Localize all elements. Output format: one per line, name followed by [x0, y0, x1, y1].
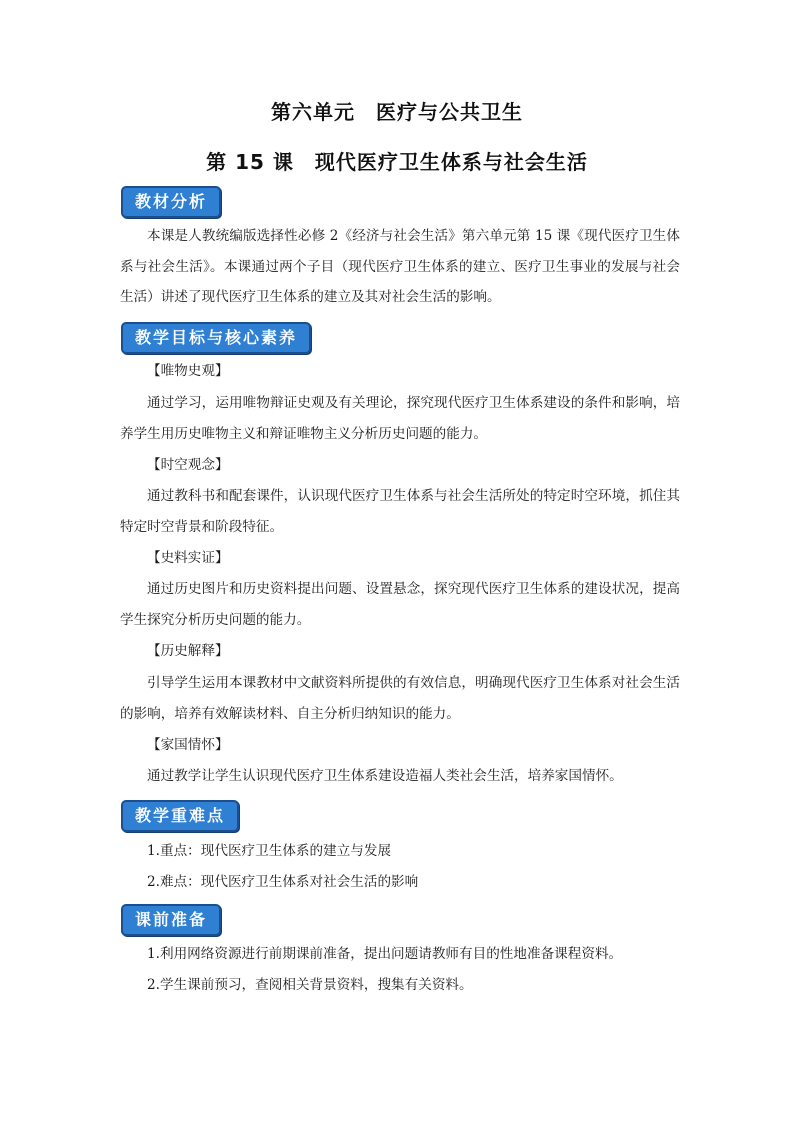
section-badge-preparation: 课前准备 — [121, 904, 221, 936]
section-badge-key-points: 教学重难点 — [121, 800, 239, 832]
goal-text-interpretation: 引导学生运用本课教材中文献资料所提供的有效信息，明确现代医疗卫生体系对社会生活的影响，培养有效解读材料、自主分析归纳知识的能力。 — [120, 675, 680, 722]
goal-heading-materialism: 【唯物史观】 — [147, 363, 229, 379]
difficult-point-item: 2.难点：现代医疗卫生体系对社会生活的影响 — [147, 874, 419, 890]
section-badge-analysis: 教材分析 — [121, 186, 221, 218]
analysis-paragraph: 本课是人教统编版选择性必修 2《经济与社会生活》第六单元第 15 课《现代医疗卫生体系与社会生活》。本课通过两个子目（现代医疗卫生体系的建立、医疗卫生事业的发展与社会生活）讲述了现代医疗卫生体系的建立及其对社会生活的影响。 — [120, 228, 680, 305]
preparation-item: 2.学生课前预习，查阅相关背景资料，搜集有关资料。 — [147, 977, 473, 993]
preparation-item: 1.利用网络资源进行前期课前准备，提出问题请教师有目的性地准备课程资料。 — [147, 946, 623, 962]
unit-title: 第六单元 医疗与公共卫生 — [271, 100, 523, 124]
goal-text-materialism: 通过学习，运用唯物辩证史观及有关理论，探究现代医疗卫生体系建设的条件和影响，培养学生用历史唯物主义和辩证唯物主义分析历史问题的能力。 — [120, 395, 680, 442]
goal-heading-spacetime: 【时空观念】 — [147, 457, 229, 473]
lesson-title: 第 15 课 现代医疗卫生体系与社会生活 — [206, 150, 588, 174]
goal-text-spacetime: 通过教科书和配套课件，认识现代医疗卫生体系与社会生活所处的特定时空环境，抓住其特定时空背景和阶段特征。 — [120, 488, 680, 535]
goal-text-evidence: 通过历史图片和历史资料提出问题、设置悬念，探究现代医疗卫生体系的建设状况，提高学生探究分析历史问题的能力。 — [120, 581, 680, 628]
key-point-item: 1.重点：现代医疗卫生体系的建立与发展 — [147, 843, 392, 859]
goal-heading-evidence: 【史料实证】 — [147, 550, 229, 566]
section-badge-goals: 教学目标与核心素养 — [121, 322, 311, 354]
goal-text-patriotism: 通过教学让学生认识现代医疗卫生体系建设造福人类社会生活，培养家国情怀。 — [147, 768, 623, 784]
goal-heading-interpretation: 【历史解释】 — [147, 643, 229, 659]
goal-heading-patriotism: 【家国情怀】 — [147, 737, 229, 753]
